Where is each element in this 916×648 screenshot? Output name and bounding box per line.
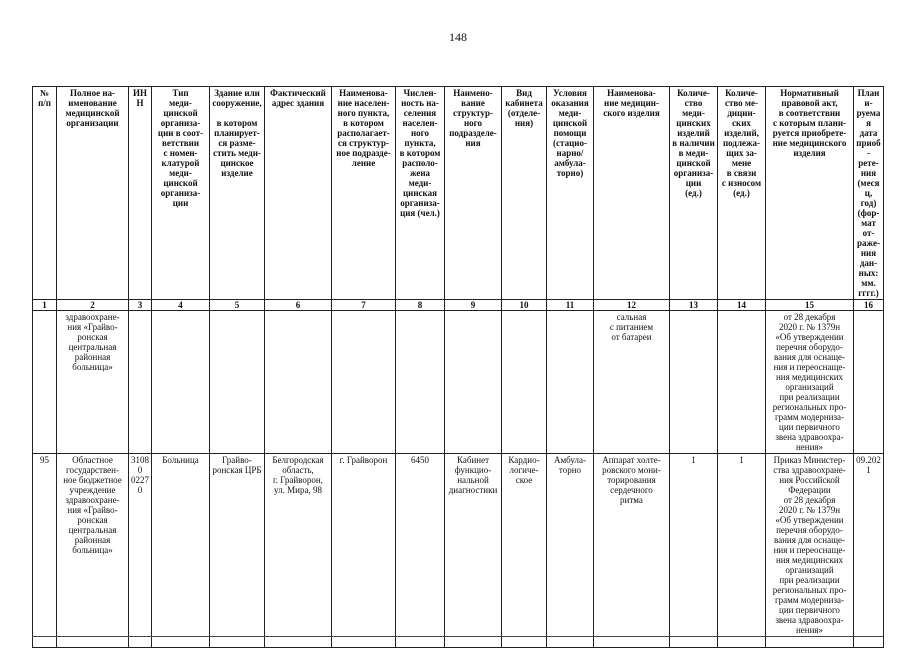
cell-planned-date: 09.2021: [854, 454, 884, 648]
column-number: 7: [332, 300, 396, 311]
equipment-table: [32, 86, 884, 648]
header-cell-5: Здание или сооружение, в котором планирует- ся разме- стить меди- цинское изделие: [210, 87, 265, 300]
header-cell-6: Фактический адрес здания: [265, 87, 332, 300]
column-number-row: [33, 300, 884, 311]
bottom-divider: [32, 636, 883, 637]
table-row: [33, 454, 884, 648]
header-cell-4: Тип меди- цинской организа- ции в соот- ветствии с номен- клатурой меди- цинской организа- ции: [152, 87, 210, 300]
column-number: 2: [57, 300, 129, 311]
cell-building: Грайво- ронская ЦРБ: [210, 454, 265, 648]
header-cell-8: Числен- ность на- селения населен- ного пункта, в котором располо- жена меди- цинская организа- ция (чел.): [396, 87, 445, 300]
header-cell-3: ИНН: [129, 87, 152, 300]
column-number: 11: [547, 300, 594, 311]
cell-care-conditions: [547, 311, 594, 454]
cell-cabinet-type: Кардио- логиче- ское: [502, 454, 547, 648]
cell-population: 6450: [396, 454, 445, 648]
cell-subdivision: Кабинет функцио- нальной диагностики: [445, 454, 502, 648]
header-cell-12: Наименова- ние медицин- ского изделия: [594, 87, 670, 300]
column-number: 12: [594, 300, 670, 311]
header-cell-2: Полное на- именование медицинской организации: [57, 87, 129, 300]
column-number: 14: [718, 300, 766, 311]
table-row-continuation: [33, 311, 884, 454]
cell-cabinet-type: [502, 311, 547, 454]
cell-quantity-replace: 1: [718, 454, 766, 648]
column-number: 15: [766, 300, 854, 311]
cell-quantity-available: 1: [670, 454, 718, 648]
cell-address: Белгородская область, г. Грайворон, ул. Мира, 98: [265, 454, 332, 648]
column-number: 4: [152, 300, 210, 311]
cell-care-conditions: Амбула- торно: [547, 454, 594, 648]
cell-population: [396, 311, 445, 454]
cell-organization-type: Больница: [152, 454, 210, 648]
column-number: 16: [854, 300, 884, 311]
column-number: 6: [265, 300, 332, 311]
header-cell-13: Количе- ство меди- цинских изделий в наличии в меди- цинской организа- ции (ед.): [670, 87, 718, 300]
column-number: 13: [670, 300, 718, 311]
column-number: 3: [129, 300, 152, 311]
cell-locality: г. Грайворон: [332, 454, 396, 648]
cell-device-name: сальная с питанием от батареи: [594, 311, 670, 454]
column-number: 10: [502, 300, 547, 311]
cell-quantity-available: [670, 311, 718, 454]
column-number: 9: [445, 300, 502, 311]
header-cell-1: № п/п: [33, 87, 57, 300]
column-number: 8: [396, 300, 445, 311]
column-number: 5: [210, 300, 265, 311]
cell-legal-act: Приказ Министер- ства здравоохране- ния Российской Федерации от 28 декабря 2020 г. № 1379н «Об утверждении перечня оборудо- вания для оснаще- ния и переоснаще- ния медицинских организаций при реализации региональных про- грамм модерниза- ции первичного звена здравоохра- нения»: [766, 454, 854, 648]
cell-locality: [332, 311, 396, 454]
cell-row-number: 95: [33, 454, 57, 648]
cell-legal-act: от 28 декабря 2020 г. № 1379н «Об утверждении перечня оборудо- вания для оснаще- ния и переоснаще- ния медицинских организаций при реализации региональных про- грамм модерниза- ции первичного звена здравоохра- нения»: [766, 311, 854, 454]
cell-address: [265, 311, 332, 454]
header-cell-7: Наименова- ние населен- ного пункта, в котором располагает- ся структур- ное подразде- ление: [332, 87, 396, 300]
cell-device-name: Аппарат холте- ровского мони- торирования сердечного ритма: [594, 454, 670, 648]
cell-organization-type: [152, 311, 210, 454]
cell-inn: 31080 02270: [129, 454, 152, 648]
cell-subdivision: [445, 311, 502, 454]
page-number: 148: [449, 30, 467, 44]
header-cell-10: Вид кабинета (отделе- ния): [502, 87, 547, 300]
header-cell-15: Нормативный правовой акт, в соответствии с которым плани- руется приобрете- ние медицинского изделия: [766, 87, 854, 300]
header-cell-9: Наимено- вание структур- ного подразделе- ния: [445, 87, 502, 300]
cell-organization-name: Областное государствен- ное бюджетное учреждение здравоохране- ния «Грайво- ронская центральная районная больница»: [57, 454, 129, 648]
column-number: 1: [33, 300, 57, 311]
header-cell-11: Условия оказания меди- цинской помощи (стацио- нарно/ амбула- торно): [547, 87, 594, 300]
header-cell-16: Плани- руемая дата приоб- рете- ния (месяц, год) (фор- мат от- раже- ния дан- ных: мм. гггг.): [854, 87, 884, 300]
cell-inn: [129, 311, 152, 454]
header-cell-14: Количе- ство ме- дицин- ских изделий, подлежа- щих за- мене в связи с износом (ед.): [718, 87, 766, 300]
cell-planned-date: [854, 311, 884, 454]
cell-quantity-replace: [718, 311, 766, 454]
cell-building: [210, 311, 265, 454]
cell-organization-name: здравоохране- ния «Грайво- ронская центральная районная больница»: [57, 311, 129, 454]
cell-row-number: [33, 311, 57, 454]
header-row: [33, 87, 884, 300]
